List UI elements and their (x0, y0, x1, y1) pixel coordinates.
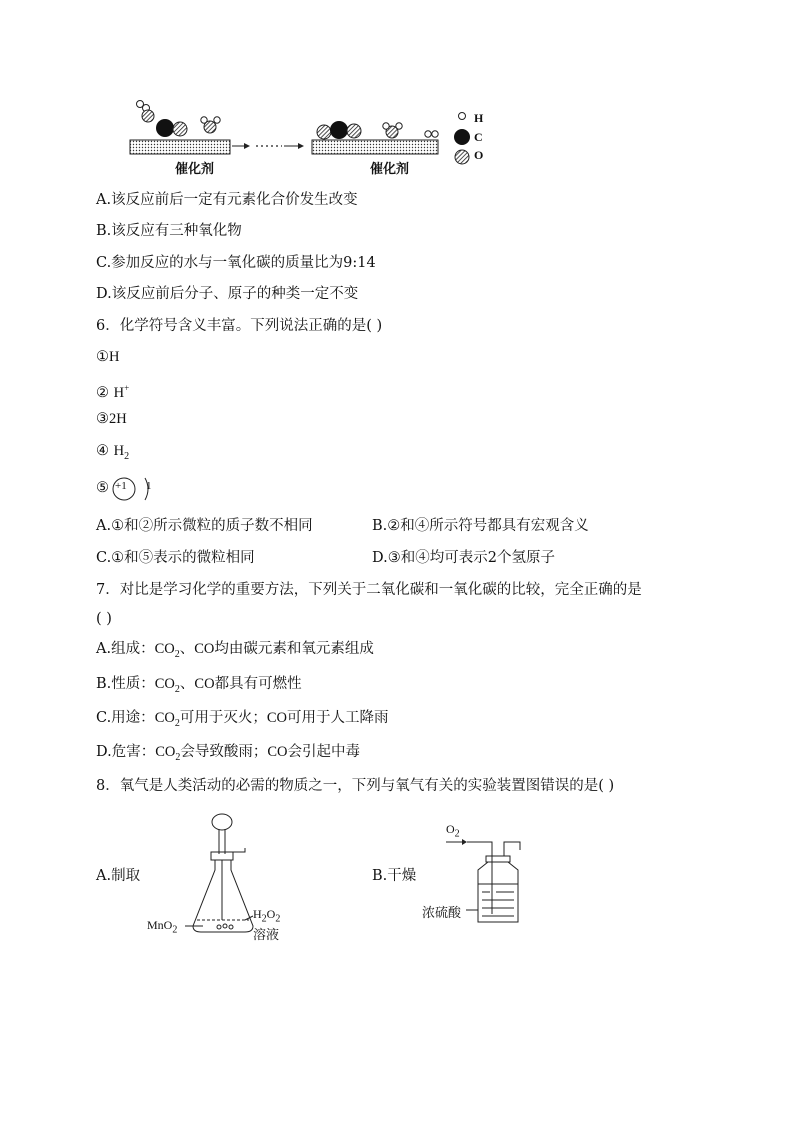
q6-stem: 6．化学符号含义丰富。下列说法正确的是( ) (96, 318, 383, 334)
q7-option-d[interactable]: D.危害：$CO_2$会导致酸雨；CO会引起中毒 (96, 744, 361, 763)
q7-option-c[interactable]: C.用途：$CO_2$可用于灭火；CO可用于人工降雨 (96, 710, 389, 729)
carbon-atom (156, 119, 174, 137)
q6-item-3: ③2H (96, 411, 127, 427)
q6-item-4: ④ $H_2$ (96, 443, 130, 462)
sulfuric-acid-label: 浓硫酸 (422, 906, 462, 921)
q6-item-5: ⑤ (96, 480, 109, 496)
q5-option-a[interactable]: A.该反应前后一定有元素化合价发生改变 (96, 192, 358, 208)
q6-option-a[interactable]: A.①和②所示微粒的质子数不相同 (96, 518, 313, 534)
q8-stem: 8．氧气是人类活动的必需的物质之一，下列与氧气有关的实验装置图错误的是( ) (96, 778, 615, 794)
apparatus-b-bottle (420, 818, 540, 930)
catalyst-plate-right (312, 140, 438, 154)
q7-stem-line2: ( ) (96, 611, 112, 627)
q5-option-d[interactable]: D.该反应前后分子、原子的种类一定不变 (96, 286, 359, 302)
q6-option-b[interactable]: B.②和④所示符号都具有宏观含义 (372, 518, 589, 534)
reaction-diagram (120, 92, 500, 182)
catalyst-label-left: 催化剂 (175, 162, 215, 177)
legend-h-icon (459, 113, 466, 120)
q8-option-a[interactable]: A.制取 (96, 868, 141, 884)
q7-option-b[interactable]: B.性质：$CO_2$、CO都具有可燃性 (96, 676, 302, 695)
shell-electrons: 1 (146, 480, 152, 492)
legend-c-label: C (474, 130, 483, 144)
catalyst-label-right: 催化剂 (370, 162, 410, 177)
legend-h-label: H (474, 111, 484, 125)
atom-structure-diagram (111, 472, 171, 506)
mno2-label: MnO$_2$ (147, 918, 178, 936)
apparatus-a-flask (145, 808, 295, 948)
legend-c-icon (454, 129, 470, 145)
legend-o-label: O (474, 148, 484, 162)
q5-option-b[interactable]: B.该反应有三种氧化物 (96, 223, 242, 239)
nucleus-charge: +1 (115, 480, 127, 492)
legend-o-icon (455, 150, 469, 164)
catalyst-plate-left (130, 140, 230, 154)
q6-option-c[interactable]: C.①和⑤表示的微粒相同 (96, 550, 255, 566)
q8-option-b[interactable]: B.干燥 (372, 868, 417, 884)
o2-label: $O_2$ (446, 822, 460, 840)
q6-option-d[interactable]: D.③和④均可表示2个氢原子 (372, 550, 555, 566)
q5-option-c[interactable]: C.参加反应的水与一氧化碳的质量比为9:14 (96, 255, 376, 271)
q7-stem-line1: 7．对比是学习化学的重要方法，下列关于二氧化碳和一氧化碳的比较，完全正确的是 (96, 582, 642, 598)
q6-item-1: ①H (96, 349, 120, 365)
h2o2-label: $H_2O_2$ (253, 907, 281, 925)
solution-label: 溶液 (253, 928, 280, 943)
q6-item-2: ② H+ (96, 383, 130, 401)
q7-option-a[interactable]: A.组成：$CO_2$、CO均由碳元素和氧元素组成 (96, 641, 374, 660)
